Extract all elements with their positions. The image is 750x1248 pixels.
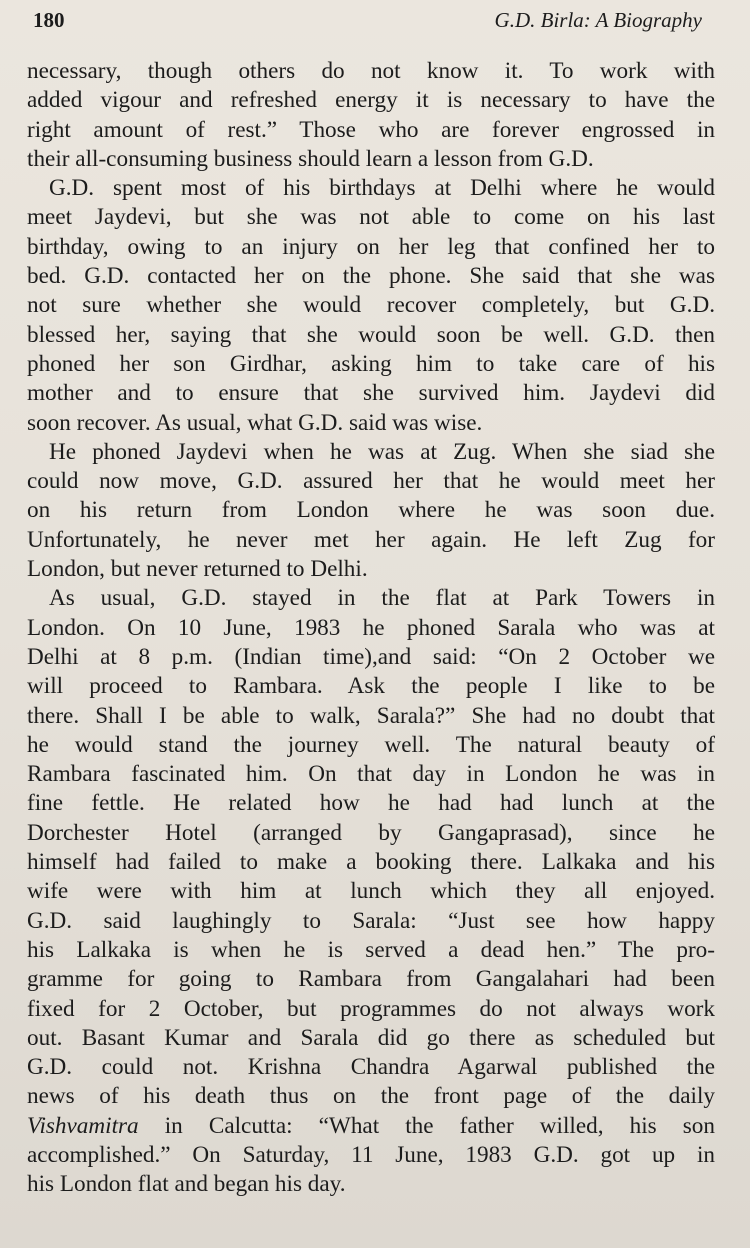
text-line: London. On 10 June, 1983 he phoned Sarala who was at [27, 614, 715, 641]
paragraph-4 [27, 584, 715, 1199]
book-title: G.D. Birla: A Biography [494, 8, 702, 32]
text-line: Dorchester Hotel (arranged by Gangaprasad), since he [27, 819, 715, 846]
paragraph-1 [27, 57, 715, 174]
text-line: accomplished.” On Saturday, 11 June, 1983 G.D. got up in [27, 1141, 715, 1168]
newspaper-line [27, 1112, 715, 1141]
text-line: bed. G.D. contacted her on the phone. She said that she was [27, 263, 715, 290]
text-line: he would stand the journey well. The natural beauty of [27, 731, 715, 758]
text-line: their all-consuming business should learn a lesson from G.D. [27, 145, 594, 172]
text-line: Delhi at 8 p.m. (Indian time),and said: “On 2 October we [27, 643, 715, 670]
text-line: fine fettle. He related how he had had lunch at the [27, 790, 715, 817]
text-line: As usual, G.D. stayed in the flat at Park Towers in [49, 585, 715, 612]
newspaper-line-rest: in Calcutta: “What the father willed, his son [138, 1112, 715, 1139]
text-line: his Lalkaka is when he is served a dead hen.” The pro- [27, 936, 715, 963]
text-line: London, but never returned to Delhi. [27, 556, 368, 583]
text-line: G.D. spent most of his birthdays at Delhi where he would [49, 175, 715, 202]
text-line: soon recover. As usual, what G.D. said was wise. [27, 409, 483, 436]
text-line: not sure whether she would recover completely, but G.D. [27, 292, 715, 319]
text-line: He phoned Jaydevi when he was at Zug. When she siad she [49, 438, 715, 465]
running-head [33, 8, 702, 38]
text-line: gramme for going to Rambara from Gangalahari had been [27, 966, 715, 993]
text-line: Unfortunately, he never met her again. He left Zug for [27, 526, 715, 553]
text-line: Rambara fascinated him. On that day in London he was in [27, 761, 715, 788]
paragraph-2 [27, 174, 715, 438]
text-line: phoned her son Girdhar, asking him to take care of his [27, 350, 715, 377]
text-line: wife were with him at lunch which they all enjoyed. [27, 878, 715, 905]
newspaper-name: Vishvamitra [27, 1112, 139, 1139]
text-line: fixed for 2 October, but programmes do not always work [27, 995, 715, 1022]
text-line: right amount of rest.” Those who are forever engrossed in [27, 116, 715, 143]
text-line: news of his death thus on the front page of the daily [27, 1083, 715, 1110]
text-line: himself had failed to make a booking there. Lalkaka and his [27, 849, 715, 876]
page-number: 180 [33, 8, 65, 32]
text-line: on his return from London where he was soon due. [27, 497, 715, 524]
text-line: meet Jaydevi, but she was not able to come on his last [27, 204, 715, 231]
text-line: will proceed to Rambara. Ask the people I like to be [27, 673, 715, 700]
text-line: G.D. said laughingly to Sarala: “Just see how happy [27, 907, 715, 934]
text-line: could now move, G.D. assured her that he would meet her [27, 468, 715, 495]
text-line: blessed her, saying that she would soon be well. G.D. then [27, 321, 715, 348]
text-line: G.D. could not. Krishna Chandra Agarwal published the [27, 1054, 715, 1081]
text-line: there. Shall I be able to walk, Sarala?” She had no doubt that [27, 702, 715, 729]
text-line: added vigour and refreshed energy it is necessary to have the [27, 87, 715, 114]
body-text [27, 57, 715, 1200]
text-line: his London flat and began his day. [27, 1171, 346, 1198]
text-line: birthday, owing to an injury on her leg that confined her to [27, 233, 715, 260]
text-line: mother and to ensure that she survived him. Jaydevi did [27, 380, 715, 407]
text-line: necessary, though others do not know it. To work with [27, 58, 715, 84]
text-line: out. Basant Kumar and Sarala did go there as scheduled but [27, 1024, 715, 1051]
paragraph-3 [27, 438, 715, 584]
